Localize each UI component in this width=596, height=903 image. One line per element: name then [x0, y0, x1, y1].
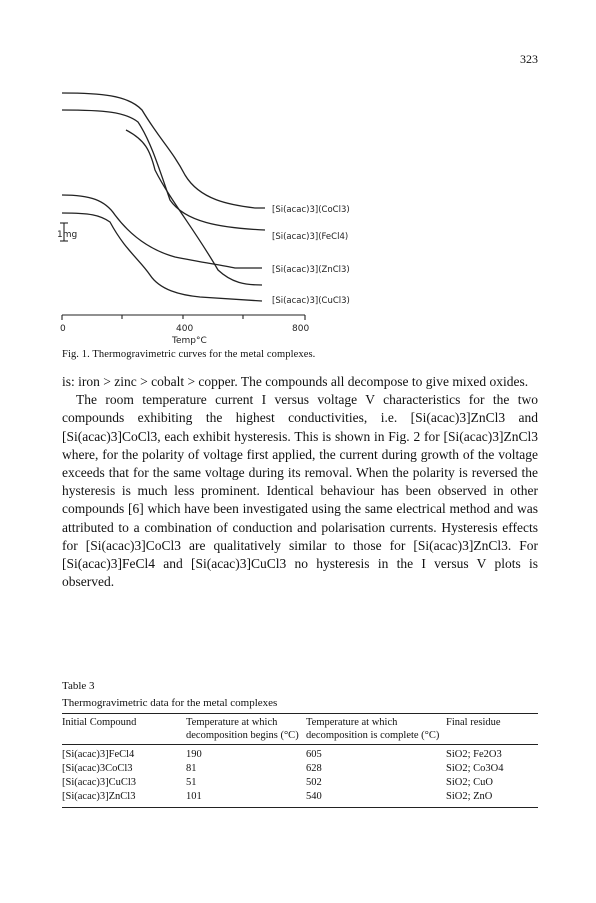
- body-text: [62, 373, 538, 591]
- table-cell: 81: [186, 763, 197, 774]
- table-cell: [Si(acac)3]FeCl4: [62, 749, 135, 760]
- header-initial-compound: Initial Compound: [62, 717, 137, 728]
- page-number: 323: [520, 52, 538, 66]
- legend-fecl4: [Si(acac)3](FeCl4): [272, 232, 349, 242]
- header-decomposition-complete: Temperature at which decomposition is complete (°C): [306, 717, 440, 741]
- paragraph-1: is: iron > zinc > cobalt > copper. The compounds all decompose to give mixed oxides.: [62, 374, 529, 389]
- curve-fecl4: [62, 110, 265, 230]
- table-row: [62, 745, 538, 763]
- header-decomposition-begins: Temperature at which decomposition begins (°C): [186, 717, 299, 741]
- header-final-residue: Final residue: [446, 717, 501, 728]
- figure-caption-label: Fig. 1.: [62, 349, 90, 360]
- table-row: [62, 790, 538, 808]
- x-axis-label: Temp°C: [172, 336, 207, 346]
- table-title: Table 3: [62, 680, 95, 692]
- legend-zncl3: [Si(acac)3](ZnCl3): [272, 265, 350, 275]
- paragraph-2: The room temperature current I versus voltage V characteristics for the two compounds exhibiting the highest conductivities, i.e. [Si(acac)3]ZnCl3 and [Si(acac)3]CoCl3, each exhibit hysteresis. This is shown in Fig. 2 for [Si(acac)3]ZnCl3 where, for the polarity of voltage first applied, the current during growth of the voltage exceeds that for the same voltage during its removal. When the polarity is reversed the hysteresis is much less prominent. Identical behaviour has been observed in other compounds [6] which have been investigated using the same electrical method and was attributed to a combination of conduction and polarisation currents. Hysteresis effects for [Si(acac)3]CoCl3 are qualitatively similar to those for [Si(acac)3]ZnCl3. For [Si(acac)3]FeCl4 and [Si(acac)3]CuCl3 no hysteresis in the I versus V plots is observed.: [62, 392, 538, 590]
- x-tick-400: 400: [176, 324, 194, 334]
- table-header-row: [62, 714, 538, 745]
- table-cell: SiO2; CuO: [446, 777, 493, 788]
- table-cell: SiO2; ZnO: [446, 791, 493, 802]
- figure-caption-text: Thermogravimetric curves for the metal complexes.: [92, 349, 316, 360]
- table-row: [62, 762, 538, 776]
- x-tick-800: 800: [292, 324, 310, 334]
- table-row: [62, 776, 538, 790]
- table-cell: 101: [186, 791, 202, 802]
- table-cell: 540: [306, 791, 322, 802]
- scale-label: 1mg: [57, 230, 78, 240]
- thermogravimetric-figure: [0, 0, 596, 350]
- x-tick-0: 0: [60, 324, 66, 334]
- table-cell: [Si(acac)3]CuCl3: [62, 777, 137, 788]
- table-cell: 190: [186, 749, 202, 760]
- legend-cocl3: [Si(acac)3](CoCl3): [272, 205, 350, 215]
- table-cell: 605: [306, 749, 322, 760]
- x-axis: [62, 315, 305, 320]
- curve-lower: [62, 213, 262, 301]
- legend-cucl3: [Si(acac)3](CuCl3): [272, 296, 350, 306]
- table-caption: Thermogravimetric data for the metal complexes: [62, 697, 278, 709]
- thermogravimetric-table: [62, 713, 538, 808]
- table-cell: 51: [186, 777, 197, 788]
- figure-caption: [62, 349, 315, 360]
- table-cell: SiO2; Co3O4: [446, 763, 504, 774]
- table-cell: SiO2; Fe2O3: [446, 749, 502, 760]
- table-cell: 628: [306, 763, 322, 774]
- curve-zncl3: [62, 195, 262, 268]
- curve-cucl3-visible: [126, 130, 262, 285]
- table-cell: [Si(acac)3CoCl3: [62, 763, 133, 774]
- table-cell: 502: [306, 777, 322, 788]
- table-cell: [Si(acac)3]ZnCl3: [62, 791, 136, 802]
